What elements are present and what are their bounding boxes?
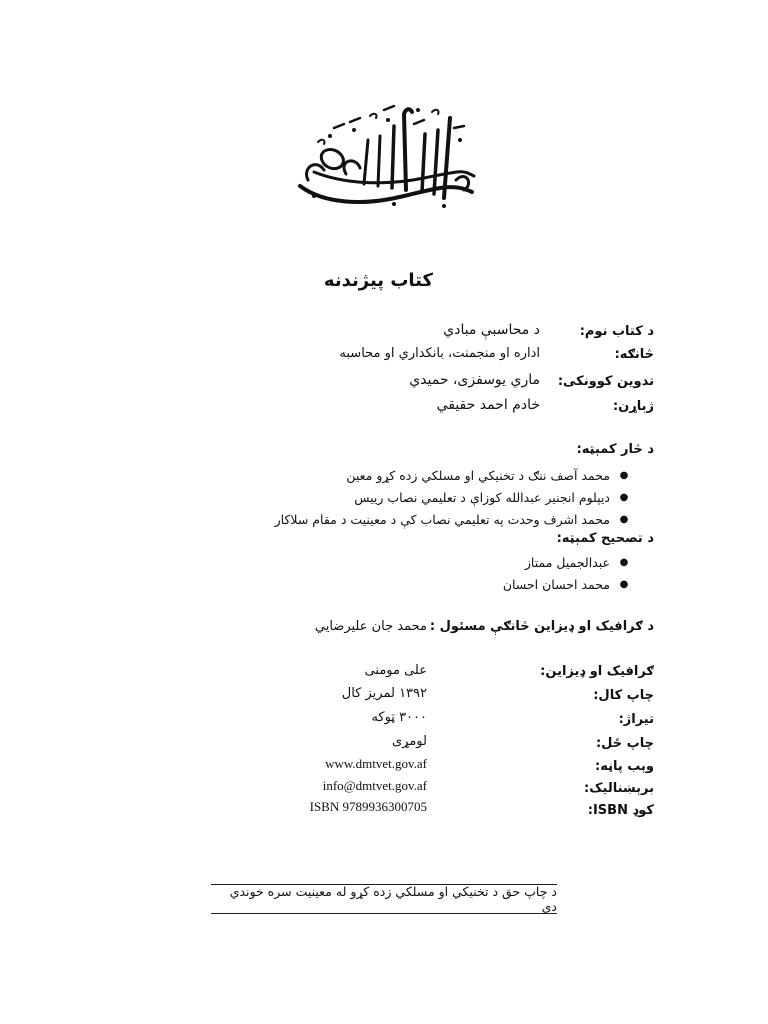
- list-item: [275, 508, 638, 530]
- graphics-manager-value: محمد جان علیرضایي: [314, 619, 427, 634]
- book-name-value: د محاسبې مبادي: [443, 322, 540, 338]
- list-item: [503, 573, 638, 595]
- correction-committee-title: د تصحیح کمېټه:: [556, 531, 654, 546]
- print-year-label: چاپ کال:: [593, 688, 654, 703]
- isbn-label: کوډ ISBN:: [587, 803, 654, 818]
- list-item-text: دیپلوم انجنیر عبدالله کوزاې د تعلیمي نصاب رییس: [354, 489, 610, 505]
- list-item: [275, 464, 638, 486]
- website-label: وېب پاڼه:: [595, 759, 654, 774]
- email-value: info@dmtvet.gov.af: [322, 778, 427, 793]
- bullet-icon: ●: [619, 513, 629, 525]
- list-item-text: محمد آصف ننګ د تخنیکي او مسلکي زده کړو معین: [346, 467, 610, 483]
- list-item-text: عبدالجمیل ممتاز: [524, 554, 610, 570]
- compiler-value: ماري یوسفزی، حمیدي: [409, 372, 540, 388]
- design-label: ګرافیک او ډیزاین:: [540, 664, 654, 679]
- print-run-value: ۳۰۰۰ ټوکه: [371, 710, 427, 725]
- copyright-box: [211, 884, 557, 914]
- website-value: www.dmtvet.gov.af: [325, 756, 427, 771]
- supervision-committee-title: د څار کمېټه:: [576, 442, 654, 457]
- print-year-value: ۱۳۹۲ لمریز کال: [341, 686, 427, 701]
- bullet-icon: ●: [619, 469, 629, 481]
- bullet-icon: ●: [619, 491, 629, 503]
- isbn-value: ISBN 9789936300705: [309, 799, 427, 814]
- bismillah-calligraphy: [294, 100, 478, 212]
- email-label: برېښنالیک:: [584, 781, 654, 796]
- compiler-label: تدوین کوونکی:: [557, 374, 654, 389]
- list-item: [503, 551, 638, 573]
- bismillah-calligraphy-graphic: [294, 100, 478, 212]
- print-run-label: تیراژ:: [618, 712, 654, 727]
- translator-value: خادم احمد حقیقي: [436, 397, 540, 413]
- copyright-text: د چاپ حق د تخنیکي او مسلکي زده کړو له معینیت سره خوندي دی: [229, 884, 557, 914]
- list-item: [275, 486, 638, 508]
- page-heading: کتاب پیژندنه: [323, 270, 433, 291]
- department-value: اداره او منجمنت، بانکداري او محاسبه: [339, 346, 540, 361]
- correction-list: [503, 551, 638, 595]
- edition-label: چاپ ځل:: [595, 736, 654, 751]
- bullet-icon: ●: [619, 578, 629, 590]
- department-label: څانګه:: [614, 347, 654, 362]
- design-value: علی مومنی: [364, 663, 427, 678]
- list-item-text: محمد احسان احسان: [502, 576, 610, 592]
- list-item-text: محمد اشرف وحدت په تعلیمي نصاب کې د معینیت د مقام سلاکار: [274, 511, 610, 527]
- supervision-list: [275, 464, 638, 530]
- book-name-label: د کتاب نوم:: [579, 324, 654, 339]
- translator-label: ژباړن:: [612, 399, 654, 414]
- edition-value: لومړی: [392, 734, 427, 749]
- bullet-icon: ●: [619, 556, 629, 568]
- graphics-manager-label: د ګرافیک او ډیزاین څانګې مسئول :: [429, 619, 654, 634]
